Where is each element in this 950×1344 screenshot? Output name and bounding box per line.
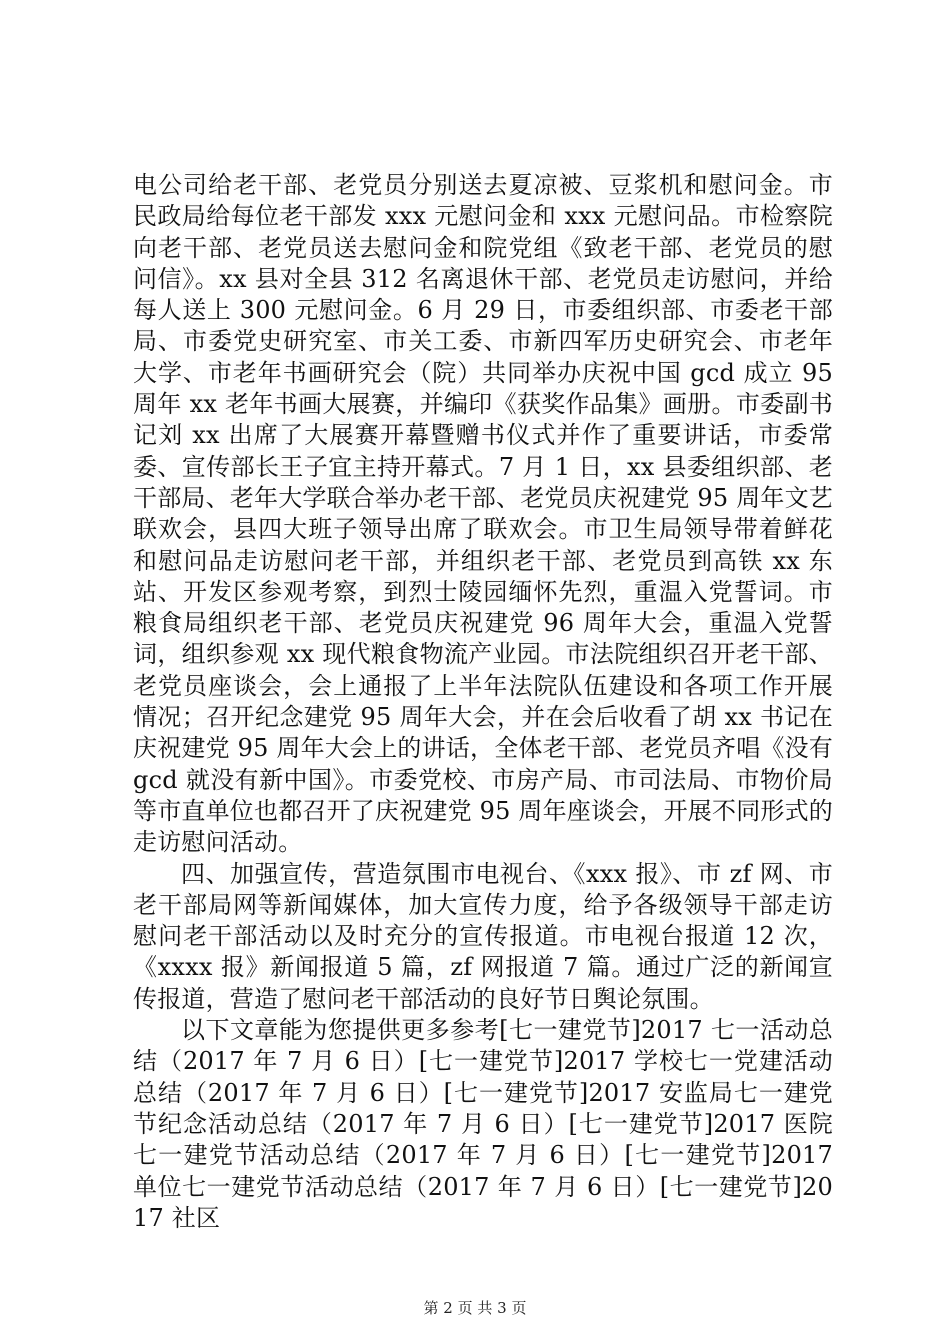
document-body: [133, 170, 833, 1234]
paragraph-visits: 电公司给老干部、老党员分别送去夏凉被、豆浆机和慰问金。市民政局给每位老干部发 xxx 元慰问金和 xxx 元慰问品。市检察院向老干部、老党员送去慰问金和院党组《致老干部、老党员的慰问信》。xx 县对全县 312 名离退休干部、老党员走访慰问，并给每人送上 300 元慰问金。6 月 29 日，市委组织部、市委老干部局、市委党史研究室、市关工委、市新四军历史研究会、市老年大学、市老年书画研究会（院）共同举办庆祝中国 gcd 成立 95 周年 xx 老年书画大展赛，并编印《获奖作品集》画册。市委副书记刘 xx 出席了大展赛开幕暨赠书仪式并作了重要讲话，市委常委、宣传部长王子宜主持开幕式。7 月 1 日，xx 县委组织部、老干部局、老年大学联合举办老干部、老党员庆祝建党 95 周年文艺联欢会，县四大班子领导出席了联欢会。市卫生局领导带着鲜花和慰问品走访慰问老干部，并组织老干部、老党员到高铁 xx 东站、开发区参观考察，到烈士陵园缅怀先烈，重温入党誓词。市粮食局组织老干部、老党员庆祝建党 96 周年大会，重温入党誓词，组织参观 xx 现代粮食物流产业园。市法院组织召开老干部、老党员座谈会，会上通报了上半年法院队伍建设和各项工作开展情况；召开纪念建党 95 周年大会，并在会后收看了胡 xx 书记在庆祝建党 95 周年大会上的讲话，全体老干部、老党员齐唱《没有 gcd 就没有新中国》。市委党校、市房产局、市司法局、市物价局等市直单位也都召开了庆祝建党 95 周年座谈会，开展不同形式的走访慰问活动。: [133, 171, 833, 857]
paragraph-related-articles: 以下文章能为您提供更多参考[七一建党节]2017 七一活动总结（2017 年 7 月 6 日）[七一建党节]2017 学校七一党建活动总结（2017 年 7 月 6 日）[七一建党节]2017 安监局七一建党节纪念活动总结（2017 年 7 月 6 日）[七一建党节]2017 医院七一建党节活动总结（2017 年 7 月 6 日）[七一建党节]2017 单位七一建党节活动总结（2017 年 7 月 6 日）[七一建党节]2017 社区: [133, 1016, 833, 1232]
paragraph-publicity: 四、加强宣传，营造氛围市电视台、《xxx 报》、市 zf 网、市老干部局网等新闻媒体，加大宣传力度，给予各级领导干部走访慰问老干部活动以及时充分的宣传报道。市电视台报道 12 次，《xxxx 报》新闻报道 5 篇，zf 网报道 7 篇。通过广泛的新闻宣传报道，营造了慰问老干部活动的良好节日舆论氛围。: [133, 859, 833, 1013]
page-footer: 第 2 页 共 3 页: [423, 1299, 527, 1317]
